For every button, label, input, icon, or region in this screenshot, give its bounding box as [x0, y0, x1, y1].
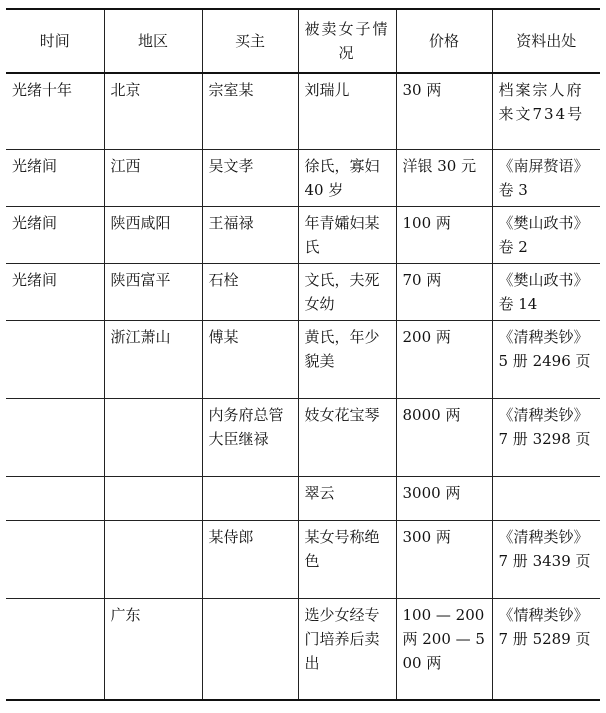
cell-price: 3000 两: [396, 476, 492, 520]
table-row: [6, 476, 600, 520]
cell-region: 陕西咸阳: [104, 206, 202, 263]
cell-woman: 年青孀妇某氏: [298, 206, 396, 263]
cell-buyer: 吴文孝: [202, 149, 298, 206]
cell-time: 光绪十年: [6, 73, 104, 149]
cell-source: 《樊山政书》卷 2: [492, 206, 600, 263]
cell-source: 《清稗类钞》5 册 2496 页: [492, 320, 600, 398]
header-price: 价格: [396, 9, 492, 73]
table-row: [6, 149, 600, 206]
cell-time: [6, 598, 104, 700]
cell-region: [104, 398, 202, 476]
cell-region: 浙江萧山: [104, 320, 202, 398]
cell-woman: 某女号称绝色: [298, 520, 396, 598]
cell-woman: 翠云: [298, 476, 396, 520]
header-buyer: 买主: [202, 9, 298, 73]
cell-woman: 选少女经专门培养后卖出: [298, 598, 396, 700]
cell-buyer: 傅某: [202, 320, 298, 398]
cell-price: 30 两: [396, 73, 492, 149]
cell-source: 《樊山政书》卷 14: [492, 263, 600, 320]
cell-buyer: [202, 476, 298, 520]
header-row: [6, 9, 600, 73]
cell-region: 陕西富平: [104, 263, 202, 320]
table-row: [6, 263, 600, 320]
table-row: [6, 598, 600, 700]
cell-region: 江西: [104, 149, 202, 206]
table-row: [6, 398, 600, 476]
cell-time: 光绪间: [6, 263, 104, 320]
cell-buyer: 宗室某: [202, 73, 298, 149]
cell-woman: 妓女花宝琴: [298, 398, 396, 476]
cell-woman: 文氏，夫死女幼: [298, 263, 396, 320]
table-row: [6, 520, 600, 598]
table-row: [6, 320, 600, 398]
cell-time: [6, 320, 104, 398]
cell-price: 200 两: [396, 320, 492, 398]
cell-source: 《清稗类钞》7 册 3439 页: [492, 520, 600, 598]
cell-price: 100 两: [396, 206, 492, 263]
cell-buyer: 石栓: [202, 263, 298, 320]
cell-price: 8000 两: [396, 398, 492, 476]
cell-time: [6, 476, 104, 520]
cell-region: [104, 476, 202, 520]
header-source: 资料出处: [492, 9, 600, 73]
cell-time: 光绪间: [6, 149, 104, 206]
cell-buyer: 内务府总管大臣继禄: [202, 398, 298, 476]
price-table: [6, 8, 600, 701]
cell-region: 广东: [104, 598, 202, 700]
header-woman: 被卖女子情况: [298, 9, 396, 73]
cell-price: 洋银 30 元: [396, 149, 492, 206]
table-row: [6, 73, 600, 149]
header-region: 地区: [104, 9, 202, 73]
cell-source: 《情稗类钞》7 册 5289 页: [492, 598, 600, 700]
cell-source: 《南屏赘语》卷 3: [492, 149, 600, 206]
header-time: 时间: [6, 9, 104, 73]
cell-woman: 刘瑞儿: [298, 73, 396, 149]
table-row: [6, 206, 600, 263]
cell-buyer: 某侍郎: [202, 520, 298, 598]
cell-time: [6, 520, 104, 598]
cell-buyer: 王福禄: [202, 206, 298, 263]
cell-buyer: [202, 598, 298, 700]
cell-region: 北京: [104, 73, 202, 149]
cell-price: 70 两: [396, 263, 492, 320]
cell-woman: 徐氏，寡妇 40 岁: [298, 149, 396, 206]
cell-region: [104, 520, 202, 598]
cell-source: [492, 476, 600, 520]
cell-source: 《清稗类钞》7 册 3298 页: [492, 398, 600, 476]
cell-woman: 黄氏，年少貌美: [298, 320, 396, 398]
cell-time: 光绪间: [6, 206, 104, 263]
cell-time: [6, 398, 104, 476]
cell-price: 100 — 200 两 200 — 500 两: [396, 598, 492, 700]
cell-price: 300 两: [396, 520, 492, 598]
cell-source: 档案宗人府来文734号: [492, 73, 600, 149]
